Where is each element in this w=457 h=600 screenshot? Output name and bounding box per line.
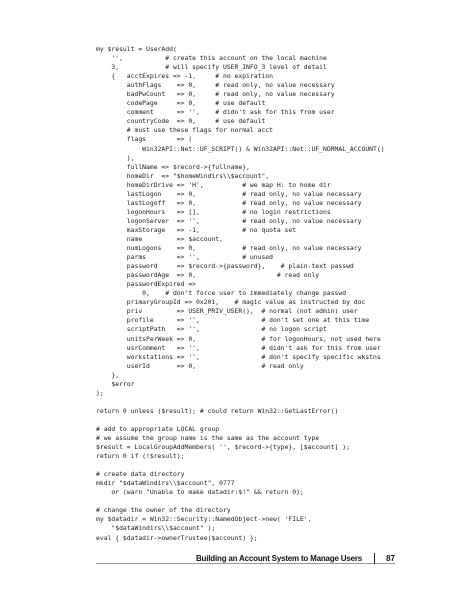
code-line: return 0 unless ($result); # could return Win32::GetLastError(): [96, 406, 339, 415]
code-line: eval { $datadir->ownerTrustee($account) };: [96, 533, 258, 542]
code-line: logonServer => '', # read only, no value necessary: [96, 216, 362, 225]
code-line: [96, 416, 385, 425]
code-line: $error: [96, 379, 135, 388]
code-line: Win32API::Net::UF_SCRIPT() & Win32API::Net::UF_NORMAL_ACCOUNT(): [96, 144, 385, 153]
code-line: );: [96, 388, 104, 397]
footer-rule: [96, 563, 395, 564]
code-line: homeDirDrive => 'H', # we map H: to home dir: [96, 180, 331, 189]
code-line: maxStorage => -1, # no quota set: [96, 225, 297, 234]
code-line: passwordAge => 0, # read only: [96, 271, 320, 280]
code-line: unitsPerWeek => 0, # for logonHours, not used here: [96, 334, 381, 343]
code-line: passwordExpired =>: [96, 280, 197, 289]
code-line: [96, 398, 385, 407]
footer-separator: [374, 553, 375, 564]
code-line: my $datadir = Win32::Security::NamedObject->new( 'FILE',: [96, 515, 312, 524]
code-line: numLogons => 0, # read only, no value necessary: [96, 244, 362, 253]
code-line: primaryGroupId => 0x201, # magic value as instructed by doc: [96, 298, 366, 307]
code-line: authFlags => 0, # read only, no value necessary: [96, 81, 335, 90]
code-line: # change the owner of the directory: [96, 506, 231, 515]
code-line: flags => (: [96, 135, 193, 144]
code-line: password => $record->{password}, # plain-text passwd: [96, 262, 354, 271]
code-line: countryCode => 0, # use default: [96, 117, 266, 126]
code-line: return 0 if (!$result);: [96, 452, 185, 461]
code-line: fullName => $record->{fullname},: [96, 162, 250, 171]
code-line: [96, 461, 385, 470]
code-line: lastLogon => 0, # read only, no value necessary: [96, 189, 362, 198]
code-line: "$dataWindirs\\$account" );: [96, 524, 216, 533]
code-line: # create data directory: [96, 470, 185, 479]
code-line: # add to appropriate LOCAL group: [96, 424, 220, 433]
code-line: parms => '', # unused: [96, 253, 273, 262]
code-line: codePage => 0, # use default: [96, 99, 266, 108]
code-line: # we assume the group name is the same as the account type: [96, 434, 320, 443]
code-line: logonHours => [], # no login restrictions: [96, 207, 331, 216]
code-listing: [96, 45, 385, 543]
code-line: ),: [96, 153, 135, 162]
code-line: scriptPath => '', # no logon script: [96, 325, 327, 334]
code-line: mkdir "$dataWindirs\\$account", 0777: [96, 479, 235, 488]
code-line: my $result = UserAdd(: [96, 45, 177, 53]
code-line: profile => '', # don't set one at this time: [96, 316, 370, 325]
code-line: [96, 497, 385, 506]
code-line: { acctExpires => -1, # no expiration: [96, 72, 273, 81]
code-line: '', # create this account on the local machine: [96, 54, 327, 63]
footer-title: Building an Account System to Manage Users: [195, 554, 362, 563]
code-line: 3, # will specify USER_INFO_3 level of detail: [96, 63, 327, 72]
code-line: 0, # don't force user to immediately change passwd: [96, 289, 347, 298]
code-line: badPwCount => 0, # read only, no value necessary: [96, 90, 335, 99]
code-line: },: [96, 370, 120, 379]
page-number: 87: [386, 554, 395, 563]
code-line: userId => 0, # read only: [96, 361, 304, 370]
code-line: $result = LocalGroupAddMembers( '', $record->{type}, [$account] );: [96, 443, 350, 452]
code-line: or (warn "Unable to make datadir:$!" && return 0);: [96, 488, 304, 497]
code-line: workstations => '', # don't specify specific wkstns: [96, 352, 381, 361]
code-line: lastLogoff => 0, # read only, no value necessary: [96, 198, 362, 207]
code-line: homeDir => "$homeWindirs\\$account",: [96, 171, 270, 180]
code-line: comment => '', # didn't ask for this from user: [96, 108, 335, 117]
code-line: priv => USER_PRIV_USER(), # normal (not admin) user: [96, 307, 358, 316]
code-line: name => $account,: [96, 234, 223, 243]
code-line: # must use these flags for normal acct: [96, 126, 273, 135]
code-line: usrComment => '', # didn't ask for this from user: [96, 343, 381, 352]
